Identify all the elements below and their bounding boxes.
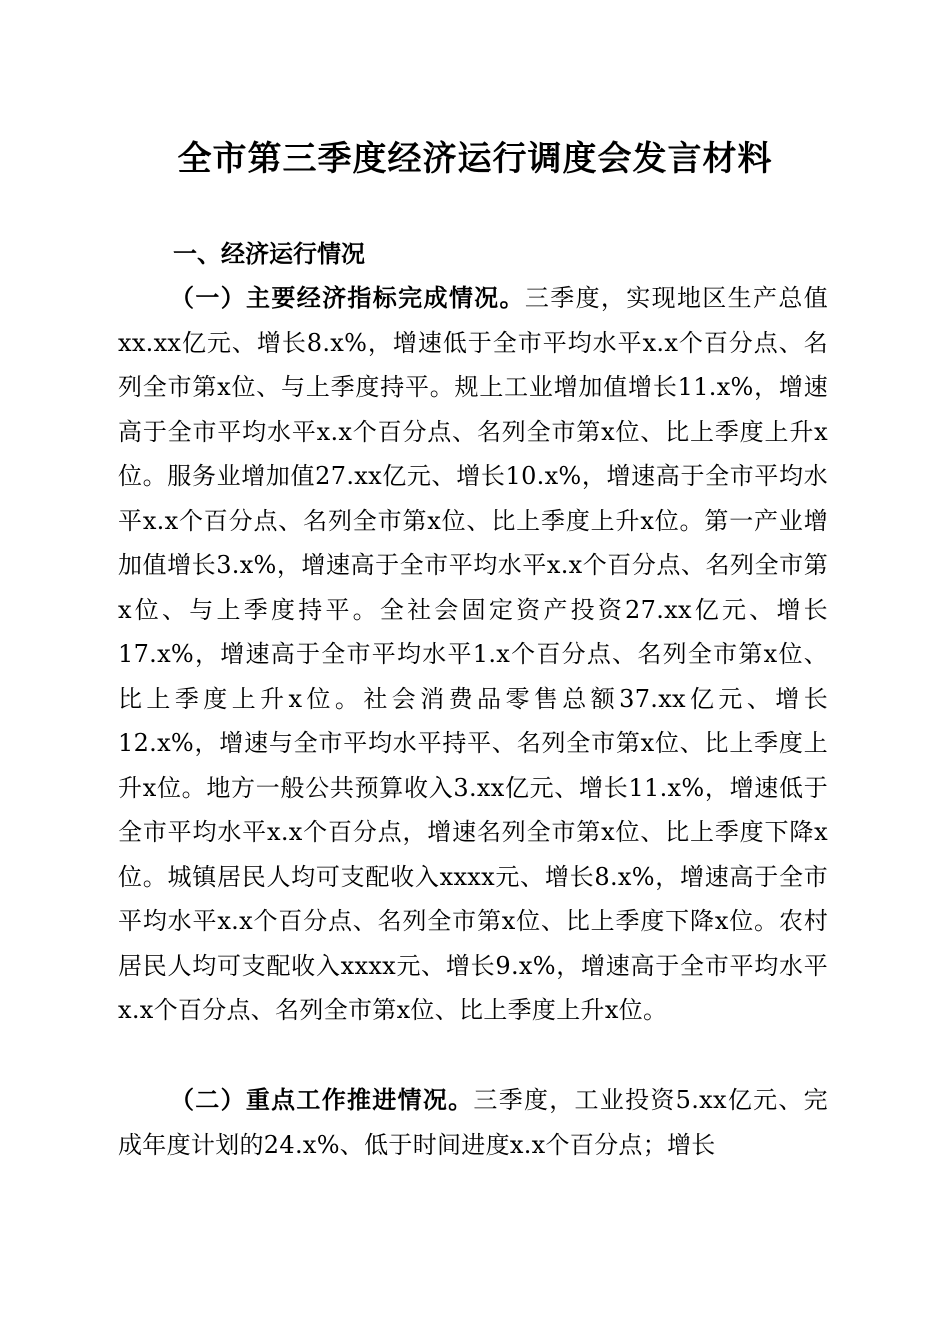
paragraph-economic-indicators [118,276,828,1033]
paragraph-body: 三季度，实现地区生产总值xx.xx亿元、增长8.x%，增速低于全市平均水平x.x个百分点、名列全市第x位、与上季度持平。规上工业增加值增长11.x%，增速高于全市平均水平x.x个百分点、名列全市第x位、比上季度上升x位。服务业增加值27.xx亿元、增长10.x%，增速高于全市平均水平x.x个百分点、名列全市第x位、比上季度上升x位。第一产业增加值增长3.x%，增速高于全市平均水平x.x个百分点、名列全市第x位、与上季度持平。全社会固定资产投资27.xx亿元、增长17.x%，增速高于全市平均水平1.x个百分点、名列全市第x位、比上季度上升x位。社会消费品零售总额37.xx亿元、增长12.x%，增速与全市平均水平持平、名列全市第x位、比上季度上升x位。地方一般公共预算收入3.xx亿元、增长11.x%，增速低于全市平均水平x.x个百分点，增速名列全市第x位、比上季度下降x位。城镇居民人均可支配收入xxxx元、增长8.x%，增速高于全市平均水平x.x个百分点、名列全市第x位、比上季度下降x位。农村居民人均可支配收入xxxx元、增长9.x%，增速高于全市平均水平x.x个百分点、名列全市第x位、比上季度上升x位。 [118,284,828,1024]
section-heading: 一、经济运行情况 [173,240,365,268]
document-title: 全市第三季度经济运行调度会发言材料 [177,139,773,179]
paragraph-lead: （二）重点工作推进情况。 [170,1085,474,1114]
paragraph-key-work-progress [118,1078,828,1167]
paragraph-body: 三季度，工业投资5.xx亿元、完成年度计划的24.x%、低于时间进度x.x个百分点；增长 [118,1086,828,1159]
paragraph-lead: （一）主要经济指标完成情况。 [170,283,525,312]
